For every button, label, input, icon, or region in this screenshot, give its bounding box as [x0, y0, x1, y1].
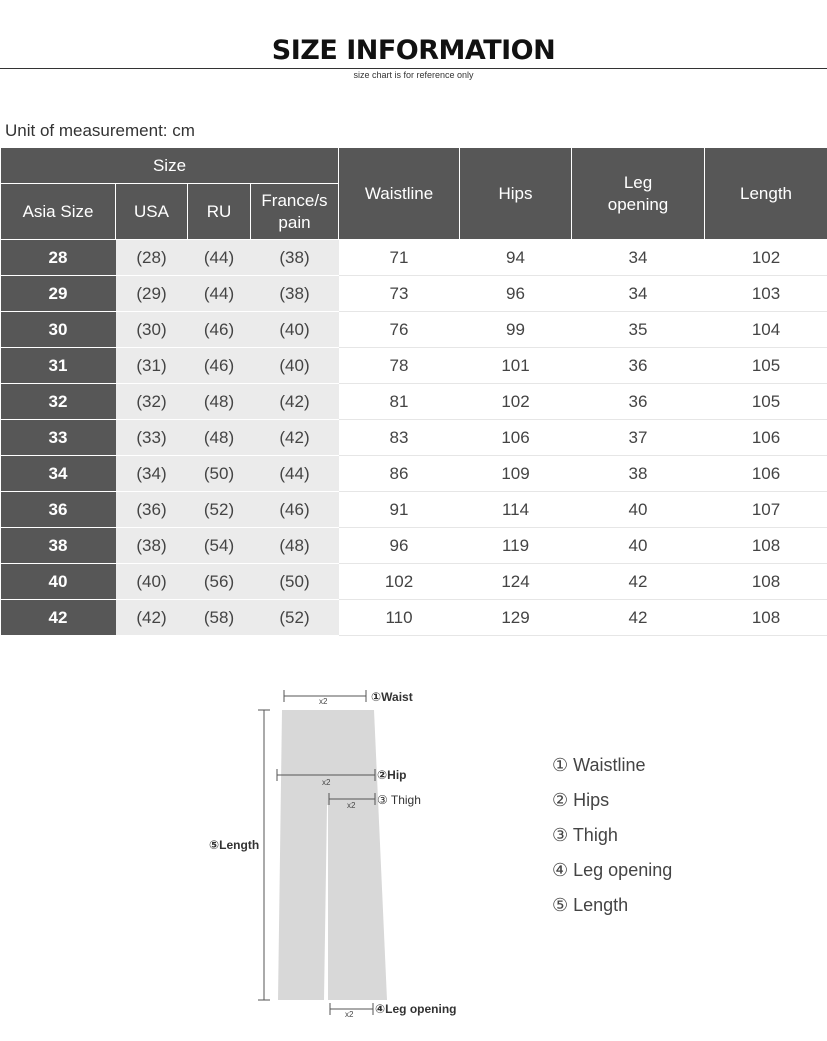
cell-leg: 42: [572, 600, 705, 636]
length-label: ⑤Length: [209, 838, 260, 852]
cell-hips: 119: [460, 528, 572, 564]
cell-asia: 42: [1, 600, 116, 636]
legend-item-thigh: ③ Thigh: [552, 825, 618, 845]
cell-fr: (48): [251, 528, 339, 564]
hip-label: ②Hip: [377, 768, 407, 782]
leg-opening-multiplier: x2: [345, 1010, 354, 1019]
cell-length: 108: [705, 528, 827, 564]
cell-hips: 124: [460, 564, 572, 600]
cell-ru: (56): [188, 564, 251, 600]
cell-usa: (42): [116, 600, 188, 636]
cell-hips: 106: [460, 420, 572, 456]
cell-waist: 86: [339, 456, 460, 492]
cell-hips: 129: [460, 600, 572, 636]
cell-hips: 109: [460, 456, 572, 492]
cell-fr: (50): [251, 564, 339, 600]
col-header-waistline: Waistline: [339, 148, 460, 240]
cell-waist: 102: [339, 564, 460, 600]
cell-fr: (40): [251, 312, 339, 348]
thigh-label: ③ Thigh: [377, 793, 421, 807]
cell-ru: (54): [188, 528, 251, 564]
cell-hips: 101: [460, 348, 572, 384]
cell-fr: (38): [251, 240, 339, 276]
cell-waist: 91: [339, 492, 460, 528]
cell-leg: 36: [572, 348, 705, 384]
cell-leg: 37: [572, 420, 705, 456]
cell-length: 104: [705, 312, 827, 348]
cell-length: 108: [705, 600, 827, 636]
cell-asia: 30: [1, 312, 116, 348]
cell-usa: (28): [116, 240, 188, 276]
waist-multiplier: x2: [319, 697, 328, 706]
cell-length: 105: [705, 348, 827, 384]
cell-fr: (38): [251, 276, 339, 312]
cell-asia: 36: [1, 492, 116, 528]
cell-ru: (48): [188, 384, 251, 420]
cell-waist: 110: [339, 600, 460, 636]
size-group-header: Size: [1, 148, 339, 184]
cell-ru: (50): [188, 456, 251, 492]
cell-leg: 36: [572, 384, 705, 420]
cell-leg: 42: [572, 564, 705, 600]
cell-usa: (29): [116, 276, 188, 312]
unit-label: Unit of measurement: cm: [5, 121, 195, 140]
cell-fr: (42): [251, 384, 339, 420]
table-row: [1, 384, 827, 420]
cell-asia: 40: [1, 564, 116, 600]
waist-label: ①Waist: [371, 690, 413, 704]
cell-leg: 40: [572, 492, 705, 528]
cell-asia: 32: [1, 384, 116, 420]
col-header-hips: Hips: [460, 148, 572, 240]
col-header-asia-size: Asia Size: [1, 184, 116, 240]
cell-ru: (52): [188, 492, 251, 528]
cell-length: 103: [705, 276, 827, 312]
cell-asia: 31: [1, 348, 116, 384]
table-row: [1, 348, 827, 384]
cell-leg: 40: [572, 528, 705, 564]
hip-multiplier: x2: [322, 778, 331, 787]
cell-fr: (40): [251, 348, 339, 384]
size-table: [0, 147, 827, 636]
cell-fr: (42): [251, 420, 339, 456]
col-header-length: Length: [705, 148, 827, 240]
cell-ru: (44): [188, 276, 251, 312]
cell-length: 106: [705, 456, 827, 492]
title-divider: [0, 68, 827, 69]
measurement-legend: [552, 752, 672, 927]
pants-diagram-graphic: [200, 680, 480, 1030]
page-title: SIZE INFORMATION: [271, 35, 556, 66]
cell-waist: 83: [339, 420, 460, 456]
cell-ru: (48): [188, 420, 251, 456]
cell-hips: 99: [460, 312, 572, 348]
legend-item-hips: ② Hips: [552, 790, 610, 810]
pants-diagram: [200, 680, 480, 1030]
table-row: [1, 240, 827, 276]
cell-fr: (44): [251, 456, 339, 492]
cell-leg: 35: [572, 312, 705, 348]
size-table-body: [1, 240, 827, 636]
cell-ru: (46): [188, 348, 251, 384]
cell-waist: 71: [339, 240, 460, 276]
cell-asia: 33: [1, 420, 116, 456]
thigh-multiplier: x2: [347, 801, 356, 810]
cell-length: 102: [705, 240, 827, 276]
cell-hips: 96: [460, 276, 572, 312]
cell-waist: 73: [339, 276, 460, 312]
cell-length: 107: [705, 492, 827, 528]
table-row: [1, 276, 827, 312]
table-row: [1, 600, 827, 636]
cell-length: 108: [705, 564, 827, 600]
table-row: [1, 456, 827, 492]
col-header-ru: RU: [188, 184, 251, 240]
col-header-france-spain: [251, 184, 339, 240]
cell-usa: (36): [116, 492, 188, 528]
leg-opening-label: ④Leg opening: [375, 1002, 457, 1016]
table-row: [1, 564, 827, 600]
cell-usa: (40): [116, 564, 188, 600]
col-header-usa: USA: [116, 184, 188, 240]
cell-length: 105: [705, 384, 827, 420]
cell-usa: (32): [116, 384, 188, 420]
cell-asia: 38: [1, 528, 116, 564]
cell-leg: 34: [572, 276, 705, 312]
cell-waist: 81: [339, 384, 460, 420]
cell-fr: (46): [251, 492, 339, 528]
cell-leg: 34: [572, 240, 705, 276]
cell-hips: 102: [460, 384, 572, 420]
cell-waist: 76: [339, 312, 460, 348]
table-row: [1, 528, 827, 564]
cell-waist: 78: [339, 348, 460, 384]
cell-asia: 28: [1, 240, 116, 276]
cell-usa: (34): [116, 456, 188, 492]
cell-usa: (31): [116, 348, 188, 384]
col-header-france-spain-text: France/s pain: [261, 190, 328, 232]
legend-item-length: ⑤ Length: [552, 895, 629, 915]
legend-item-leg-opening: ④ Leg opening: [552, 860, 673, 880]
cell-ru: (46): [188, 312, 251, 348]
cell-leg: 38: [572, 456, 705, 492]
table-row: [1, 312, 827, 348]
cell-ru: (44): [188, 240, 251, 276]
pants-silhouette: [278, 710, 387, 1000]
cell-usa: (33): [116, 420, 188, 456]
cell-ru: (58): [188, 600, 251, 636]
cell-fr: (52): [251, 600, 339, 636]
col-header-leg-opening: [572, 148, 705, 240]
legend-item-waistline: ① Waistline: [552, 755, 646, 775]
cell-hips: 94: [460, 240, 572, 276]
cell-usa: (30): [116, 312, 188, 348]
cell-length: 106: [705, 420, 827, 456]
cell-hips: 114: [460, 492, 572, 528]
cell-asia: 34: [1, 456, 116, 492]
cell-usa: (38): [116, 528, 188, 564]
table-row: [1, 492, 827, 528]
page-subtitle: size chart is for reference only: [353, 70, 474, 80]
cell-asia: 29: [1, 276, 116, 312]
col-header-leg-opening-text: Leg opening: [607, 172, 669, 214]
table-row: [1, 420, 827, 456]
cell-waist: 96: [339, 528, 460, 564]
